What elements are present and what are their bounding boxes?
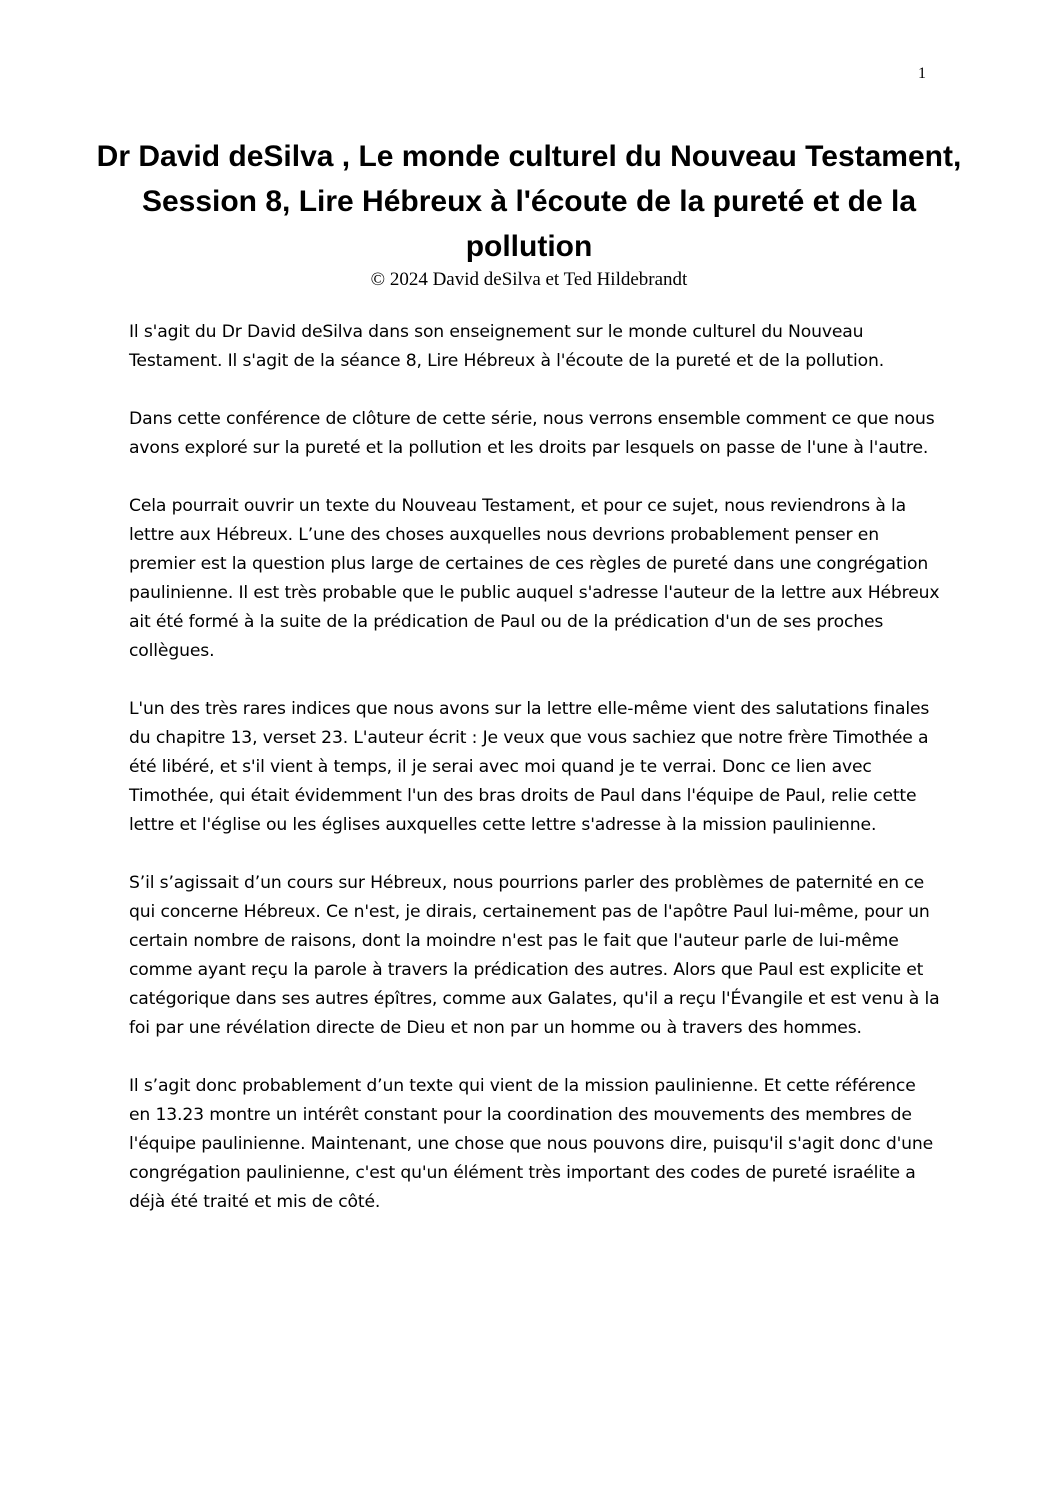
paragraph: Il s’agit donc probablement d’un texte qui vient de la mission paulinienne. Et cette référence en 13.23 montre un intérêt constant pour la coordination des mouvements des membres de l'équipe paulinienne. Maintenant, une chose que nous pouvons dire, puisqu'il s'agit donc d'une congrégation paulinienne, c'est qu'un élément très important des codes de pureté israélite a déjà été traité et mis de côté. — [129, 1076, 934, 1212]
paragraph: Il s'agit du Dr David deSilva dans son enseignement sur le monde culturel du Nouveau Testament. Il s'agit de la séance 8, Lire Hébreux à l'écoute de la pureté et de la pollution. — [129, 322, 885, 371]
paragraph: Cela pourrait ouvrir un texte du Nouveau Testament, et pour ce sujet, nous reviendrons à la lettre aux Hébreux. L’une des choses auxquelles nous devrions probablement penser en premier est la question plus large de certaines de ces règles de pureté dans une congrégation paulinienne. Il est très probable que le public auquel s'adresse l'auteur de la lettre aux Hébreux ait été formé à la suite de la prédication de Paul ou de la prédication d'un de ses proches collègues. — [129, 496, 940, 661]
document-header — [90, 134, 968, 291]
paragraph: Dans cette conférence de clôture de cette série, nous verrons ensemble comment ce que nous avons exploré sur la pureté et la pollution et les droits par lesquels on passe de l'une à l'autre. — [129, 409, 935, 458]
paragraph: L'un des très rares indices que nous avons sur la lettre elle-même vient des salutations finales du chapitre 13, verset 23. L'auteur écrit : Je veux que vous sachiez que notre frère Timothée a été libéré, et s'il vient à temps, il je serai avec moi quand je te verrai. Donc ce lien avec Timothée, qui était évidemment l'un des bras droits de Paul dans l'équipe de Paul, relie cette lettre et l'église ou les églises auxquelles cette lettre s'adresse à la mission paulinienne. — [129, 699, 930, 835]
paragraph: S’il s’agissait d’un cours sur Hébreux, nous pourrions parler des problèmes de paternité en ce qui concerne Hébreux. Ce n'est, je dirais, certainement pas de l'apôtre Paul lui-même, pour un certain nombre de raisons, dont la moindre n'est pas le fait que l'auteur parle de lui-même comme ayant reçu la parole à travers la prédication des autres. Alors que Paul est explicite et catégorique dans ses autres épîtres, comme aux Galates, qu'il a reçu l'Évangile et est venu à la foi par une révélation directe de Dieu et non par un homme ou à travers des hommes. — [129, 873, 940, 1038]
document-title: Dr David deSilva , Le monde culturel du Nouveau Testament, Session 8, Lire Hébreux à l'écoute de la pureté et de la pollution — [96, 140, 962, 263]
document-body — [129, 318, 941, 1246]
page-number: 1 — [918, 65, 926, 82]
copyright-line: © 2024 David deSilva et Ted Hildebrandt — [370, 269, 688, 290]
